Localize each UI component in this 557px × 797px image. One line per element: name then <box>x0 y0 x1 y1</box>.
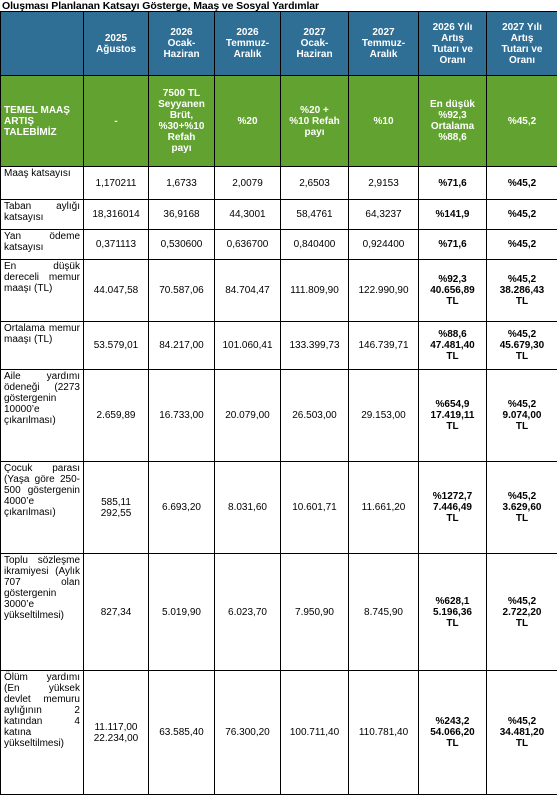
table-cell: 11.117,00 22.234,00 <box>84 671 149 795</box>
table-row <box>1 322 557 370</box>
demand-cell: %10 <box>349 76 419 167</box>
row-label: Maaş katsayısı <box>1 167 84 200</box>
row-label: Toplu sözleşme ikramiyesi (Aylık 707 olan göstergenin 3000’e yükseltilmesi) <box>1 554 84 671</box>
table-cell: 5.019,90 <box>149 554 215 671</box>
table-cell: 122.990,90 <box>349 260 419 322</box>
table-row <box>1 167 557 200</box>
table-cell: %45,2 <box>487 230 557 260</box>
demand-label: TEMEL MAAŞ ARTIŞ TALEBİMİZ <box>1 76 84 167</box>
table-cell: %45,2 34.481,20 TL <box>487 671 557 795</box>
table-cell: 0,636700 <box>215 230 281 260</box>
table-cell: %141,9 <box>419 200 487 230</box>
table-cell: %45,2 2.722,20 TL <box>487 554 557 671</box>
table-cell: %654,9 17.419,11 TL <box>419 370 487 462</box>
header-2027-ocak-haziran: 2027 Ocak- Haziran <box>281 12 349 76</box>
table-cell: 100.711,40 <box>281 671 349 795</box>
demand-cell: %20 + %10 Refah payı <box>281 76 349 167</box>
table-cell: 36,9168 <box>149 200 215 230</box>
row-label: Çocuk parası (Yaşa göre 250-500 göstergenin 4000’e çıkarılması) <box>1 462 84 554</box>
table-cell: 2.659,89 <box>84 370 149 462</box>
demand-cell: - <box>84 76 149 167</box>
table-cell: 110.781,40 <box>349 671 419 795</box>
table-row <box>1 462 557 554</box>
header-2027-artis: 2027 Yılı Artış Tutarı ve Oranı <box>487 12 557 76</box>
header-2025-agustos: 2025 Ağustos <box>84 12 149 76</box>
table-cell: %88,6 47.481,40 TL <box>419 322 487 370</box>
table-cell: 44.047,58 <box>84 260 149 322</box>
table-cell: 16.733,00 <box>149 370 215 462</box>
demand-cell: En düşük %92,3 Ortalama %88,6 <box>419 76 487 167</box>
table-cell: %45,2 3.629,60 TL <box>487 462 557 554</box>
row-label: Aile yardımı ödeneği (2273 göstergenin 10000’e çıkarılması) <box>1 370 84 462</box>
table-cell: 20.079,00 <box>215 370 281 462</box>
header-2026-artis: 2026 Yılı Artış Tutarı ve Oranı <box>419 12 487 76</box>
table-row <box>1 230 557 260</box>
demand-cell: %20 <box>215 76 281 167</box>
table-cell: 70.587,06 <box>149 260 215 322</box>
demand-cell: %45,2 <box>487 76 557 167</box>
row-label: Ölüm yardımı (En yüksek devlet memuru aylığının 2 katından 4 katına yükseltilmesi) <box>1 671 84 795</box>
header-blank <box>1 12 84 76</box>
table-cell: 76.300,20 <box>215 671 281 795</box>
table-cell: 1,170211 <box>84 167 149 200</box>
header-2026-temmuz-aralik: 2026 Temmuz- Aralık <box>215 12 281 76</box>
table-row <box>1 260 557 322</box>
header-2026-ocak-haziran: 2026 Ocak- Haziran <box>149 12 215 76</box>
table-cell: %71,6 <box>419 167 487 200</box>
table-cell: %628,1 5.196,36 TL <box>419 554 487 671</box>
table-cell: 8.031,60 <box>215 462 281 554</box>
table-cell: 53.579,01 <box>84 322 149 370</box>
table-title: Oluşması Planlanan Katsayı Gösterge, Maaş ve Sosyal Yardımlar <box>2 0 320 12</box>
table-cell: %45,2 9.074,00 TL <box>487 370 557 462</box>
table-cell: %45,2 <box>487 200 557 230</box>
table-cell: %71,6 <box>419 230 487 260</box>
table-cell: 146.739,71 <box>349 322 419 370</box>
table-cell: 10.601,71 <box>281 462 349 554</box>
table-cell: %243,2 54.066,20 TL <box>419 671 487 795</box>
table-cell: 1,6733 <box>149 167 215 200</box>
header-row <box>1 12 557 76</box>
row-label: Ortalama memur maaşı (TL) <box>1 322 84 370</box>
table-cell: %45,2 <box>487 167 557 200</box>
table-cell: %45,2 45.679,30 TL <box>487 322 557 370</box>
table-cell: 585,11 292,55 <box>84 462 149 554</box>
header-2027-temmuz-aralik: 2027 Temmuz- Aralık <box>349 12 419 76</box>
table-cell: 0,924400 <box>349 230 419 260</box>
table-cell: 8.745,90 <box>349 554 419 671</box>
table-row <box>1 671 557 795</box>
table-cell: 2,6503 <box>281 167 349 200</box>
table-cell: 111.809,90 <box>281 260 349 322</box>
table-cell: 84.704,47 <box>215 260 281 322</box>
demand-cell: 7500 TL Seyyanen Brüt, %30+%10 Refah payı <box>149 76 215 167</box>
table-cell: 2,9153 <box>349 167 419 200</box>
table-cell: 101.060,41 <box>215 322 281 370</box>
table-cell: 58,4761 <box>281 200 349 230</box>
table-cell: 64,3237 <box>349 200 419 230</box>
table-cell: 0,530600 <box>149 230 215 260</box>
table-cell: %1272,7 7.446,49 TL <box>419 462 487 554</box>
table-row <box>1 200 557 230</box>
row-label: En düşük dereceli memur maaşı (TL) <box>1 260 84 322</box>
table-cell: 84.217,00 <box>149 322 215 370</box>
table-row <box>1 370 557 462</box>
table-cell: 133.399,73 <box>281 322 349 370</box>
table-row <box>1 554 557 671</box>
demand-row <box>1 76 557 167</box>
table-cell: 0,840400 <box>281 230 349 260</box>
table-cell: 63.585,40 <box>149 671 215 795</box>
table-cell: %45,2 38.286,43 TL <box>487 260 557 322</box>
table-cell: 0,371113 <box>84 230 149 260</box>
table-cell: 6.023,70 <box>215 554 281 671</box>
table-cell: 11.661,20 <box>349 462 419 554</box>
table-cell: 6.693,20 <box>149 462 215 554</box>
table-cell: 827,34 <box>84 554 149 671</box>
table-cell: 2,0079 <box>215 167 281 200</box>
row-label: Yan ödeme katsayısı <box>1 230 84 260</box>
table-cell: %92,3 40.656,89 TL <box>419 260 487 322</box>
table-cell: 26.503,00 <box>281 370 349 462</box>
table-cell: 7.950,90 <box>281 554 349 671</box>
row-label: Taban aylığı katsayısı <box>1 200 84 230</box>
salary-table <box>0 11 557 795</box>
table-cell: 29.153,00 <box>349 370 419 462</box>
table-cell: 18,316014 <box>84 200 149 230</box>
table-cell: 44,3001 <box>215 200 281 230</box>
